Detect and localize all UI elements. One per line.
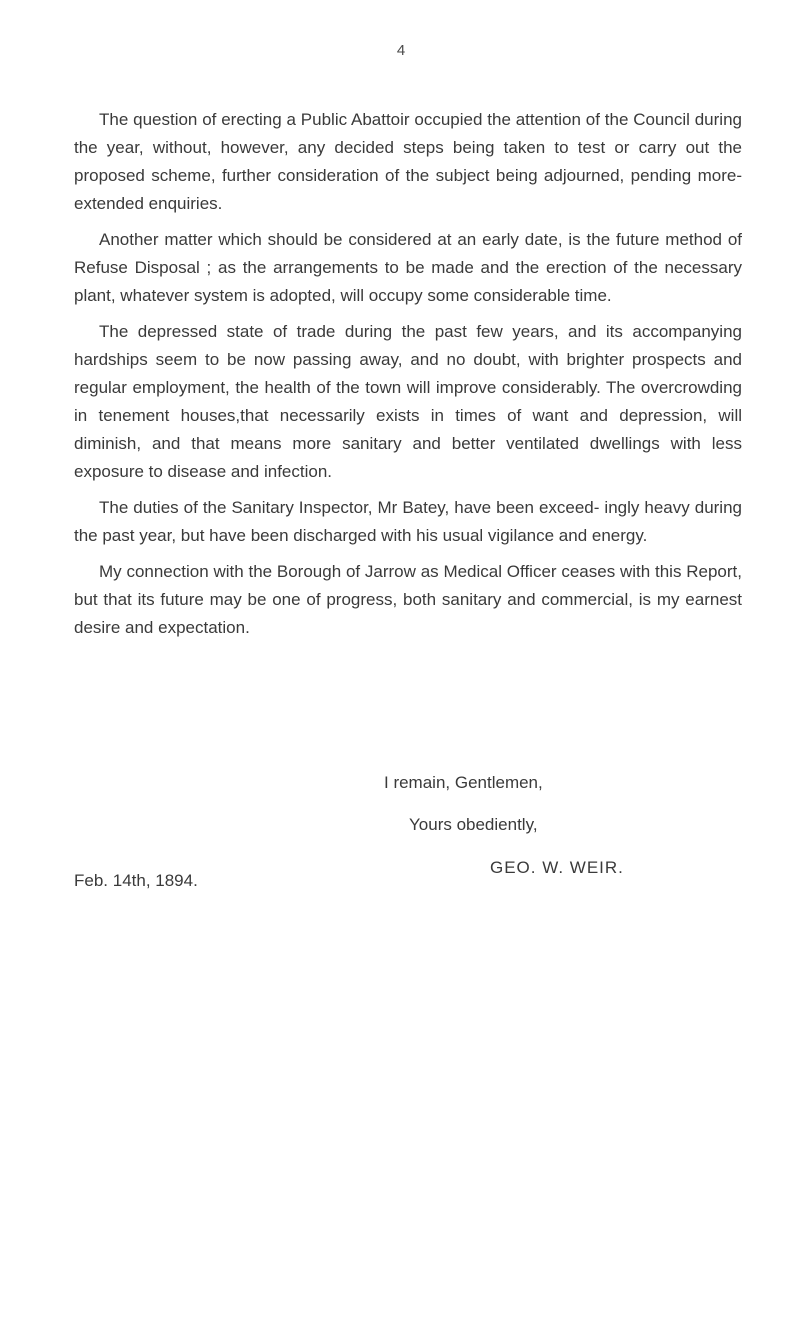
report-body [74,106,742,650]
paragraph-trade-depression: The depressed state of trade during the past few years, and its accompanying hardships seem to be now passing away, and no doubt, with brighter prospects and regular employment, the health of the town will improve considerably. The overcrowding in tenement houses,that necessarily exists in times of want and depression, will diminish, and that means more sanitary and better ventilated dwellings with less exposure to disease and infection. [74,322,742,481]
date-line: Feb. 14th, 1894. [74,871,198,890]
paragraph-refuse-disposal: Another matter which should be considered at an early date, is the future method of Refuse Disposal ; as the arrangements to be made and the erection of the necessary plant, whatever system is adopted, will occupy some considerable time. [74,230,742,305]
closing-remain: I remain, Gentlemen, [384,773,543,792]
page-number: 4 [396,42,406,59]
paragraph-abattoir: The question of erecting a Public Abattoir occupied the attention of the Council during the year, without, however, any decided steps being taken to test or carry out the proposed scheme, further consideration of the subject being adjourned, pending more-extended enquiries. [74,110,742,213]
paragraph-farewell: My connection with the Borough of Jarrow as Medical Officer ceases with this Report, but that its future may be one of progress, both sanitary and commercial, is my earnest desire and expectation. [74,562,742,637]
paragraph-sanitary-inspector: The duties of the Sanitary Inspector, Mr Batey, have been exceed- ingly heavy during the past year, but have been discharged with his usual vigilance and energy. [74,498,742,545]
signature: GEO. W. WEIR. [490,858,624,877]
closing-yours: Yours obediently, [409,815,538,834]
